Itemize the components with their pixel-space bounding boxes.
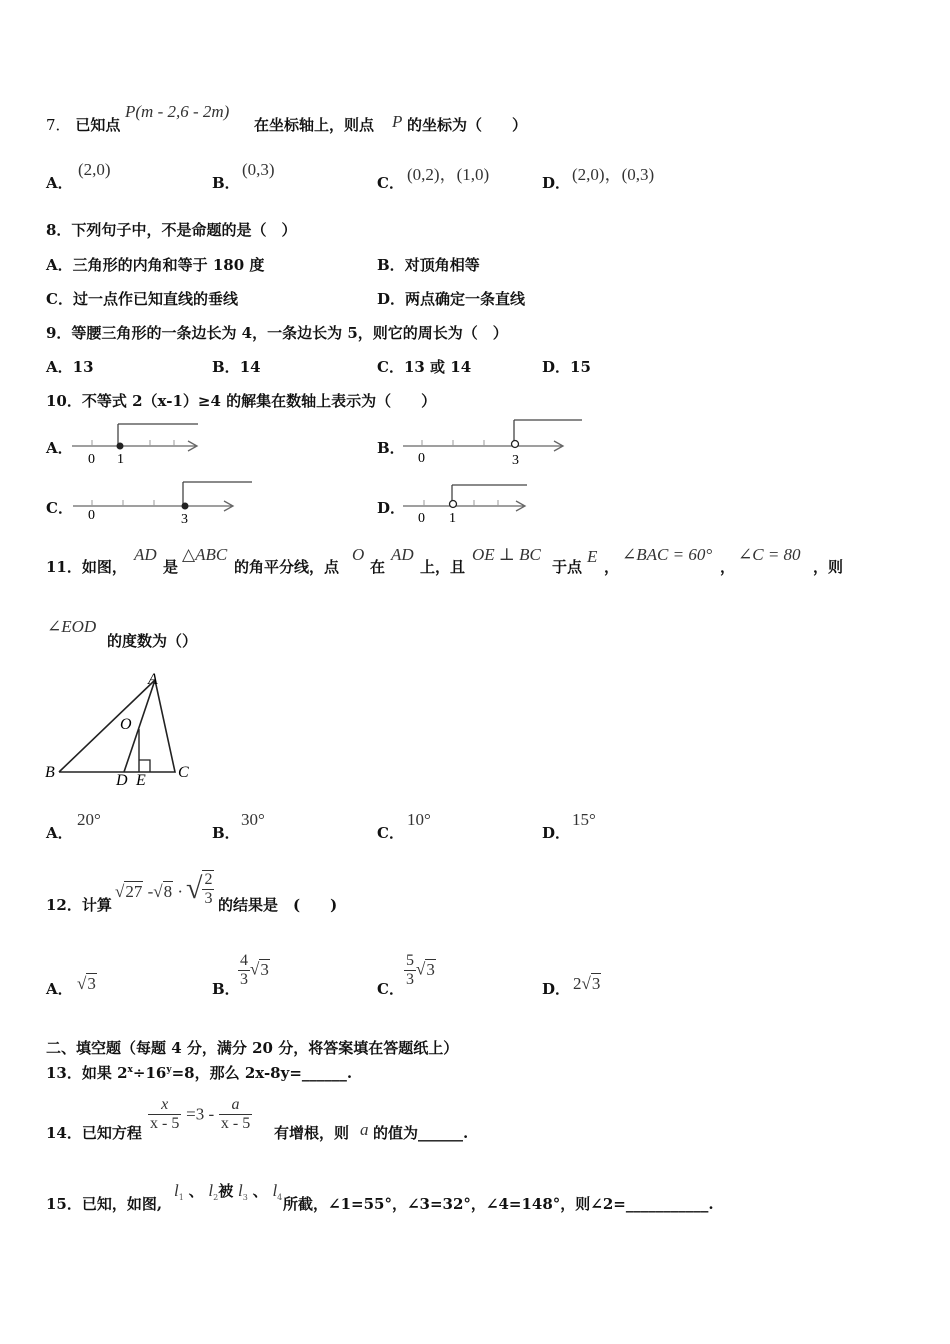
q8-option-b-label: B． <box>377 256 405 274</box>
q12-minus: - <box>147 882 154 901</box>
q12-option-c-label: C． <box>377 980 404 998</box>
q7-option-b-label: B． <box>212 174 240 192</box>
q7-option-b: (0,3) <box>242 160 275 179</box>
q12-option-b-numerator: 4 <box>240 952 248 969</box>
q15-sub-2: 2 <box>213 1193 219 1202</box>
q11-t3: 于点 <box>552 558 583 576</box>
tick-label-3: 3 <box>181 512 188 527</box>
q11-shi: 是 <box>163 558 179 576</box>
q15-l3: l <box>238 1181 243 1200</box>
q11-e: E <box>587 547 598 566</box>
q8-option-c-label: C． <box>46 290 73 308</box>
tick-label-1: 1 <box>449 511 456 526</box>
q15-sub-4: 4 <box>277 1193 283 1202</box>
number-line-d <box>400 480 535 528</box>
q8-option-d-label: D． <box>377 290 406 308</box>
q12-suffix: 的结果是 ( ) <box>218 896 338 914</box>
q15-lines <box>174 1180 282 1202</box>
vertex-b: B <box>45 764 55 781</box>
q11-sep2: ， <box>720 558 736 576</box>
q11-ad2: AD <box>391 545 414 564</box>
q9-option-d <box>542 356 591 377</box>
q12-option-a-label: A． <box>46 980 73 998</box>
q8-option-c <box>46 288 238 309</box>
q7-option-d-label: D． <box>542 174 571 192</box>
q7-option-c: (0,2)，(1,0) <box>407 165 490 184</box>
q9-option-d-text: 15 <box>570 358 591 376</box>
q12-option-b-radicand: 3 <box>260 959 269 979</box>
q10-option-c-label: C． <box>46 499 73 517</box>
q9-option-d-label: D． <box>542 358 571 376</box>
q12-expression: √27 -√8 · <box>115 882 184 901</box>
q12-option-a: √3 <box>77 974 96 993</box>
q12-fraction-numerator: 2 <box>204 871 213 888</box>
q8-option-a-label: A． <box>46 256 73 274</box>
q12-sqrt-fraction: √ $\frac{2}{3}$ <box>186 871 213 907</box>
q14-fraction-2-denominator: x - 5 <box>220 1115 251 1132</box>
q13-part-b: ÷16 <box>132 1064 167 1082</box>
q11-option-a-label: A． <box>46 824 73 842</box>
q11-option-a: 20° <box>77 810 101 829</box>
q9-option-a-label: A． <box>46 358 73 376</box>
q11-option-c: 10° <box>407 810 431 829</box>
q11-perp: OE ⊥ BC <box>472 545 541 564</box>
q14-a: a <box>360 1120 369 1139</box>
q7-option-d: (2,0)，(0,3) <box>572 165 655 184</box>
q12-radicand-2: 8 <box>163 882 173 901</box>
q15-l1: l <box>174 1181 179 1200</box>
section-2-heading: 二、填空题（每题 4 分，满分 20 分，将答案填在答题纸上） <box>46 1039 459 1057</box>
q13-part-c: =8，那么 2x-8y=______. <box>171 1064 353 1082</box>
q9-option-a-text: 13 <box>72 358 94 376</box>
q15-l4: l <box>272 1181 278 1200</box>
q8-question: 8．下列句子中，不是命题的是（ ） <box>46 221 297 239</box>
point-o: O <box>120 716 132 733</box>
q15-l2: l <box>208 1181 214 1200</box>
q14-fraction-1-denominator: x - 5 <box>150 1115 180 1132</box>
q12-fraction-denominator: 3 <box>204 890 213 907</box>
q11-option-b: 30° <box>241 810 265 829</box>
q11-zai: 在 <box>370 558 386 576</box>
q14-mid: 有增根，则 <box>274 1124 350 1142</box>
q15-sep1: 、 <box>188 1182 204 1200</box>
q10-option-a-label: A． <box>46 439 73 457</box>
q7-point-math: P(m - 2,6 - 2m) <box>125 102 230 121</box>
q12-dot: · <box>177 882 184 901</box>
q12-option-a-radicand: 3 <box>87 974 96 993</box>
q11-angle-bac: ∠BAC = 60° <box>622 545 713 564</box>
q7-prefix: 已知点 <box>75 116 121 134</box>
tick-label-0: 0 <box>88 452 95 467</box>
q14-equals: =3 - <box>186 1104 215 1124</box>
q11-angle-eod: ∠EOD <box>47 617 97 636</box>
q12-num: 12．计算 <box>46 896 112 914</box>
q11-t4: 的度数为（） <box>107 632 198 650</box>
q7-suffix: 的坐标为（ ） <box>407 116 528 134</box>
q13-question <box>46 1062 352 1083</box>
q8-option-a-text: 三角形的内角和等于 180 度 <box>72 256 265 274</box>
q12-option-b-denominator: 3 <box>240 971 248 988</box>
q11-t2: 上，且 <box>420 558 466 576</box>
q10-option-d-label: D． <box>377 499 406 517</box>
q11-ad: AD <box>134 545 157 564</box>
q11-num: 11．如图， <box>46 558 127 576</box>
point-e: E <box>136 772 146 789</box>
q13-sup-y: y <box>166 1065 172 1075</box>
tick-label-3: 3 <box>512 453 519 468</box>
q12-option-c-numerator: 5 <box>406 952 414 969</box>
q13-sup-x: x <box>127 1065 133 1075</box>
number-line-b <box>400 416 586 468</box>
q9-option-c-label: C． <box>377 358 404 376</box>
q15-sub-1: 1 <box>178 1193 184 1202</box>
q8-option-c-text: 过一点作已知直线的垂线 <box>72 290 238 308</box>
number-line-a <box>70 420 205 468</box>
q11-triangle: △ABC <box>182 545 228 564</box>
tick-label-1: 1 <box>117 452 124 467</box>
q7-p: P <box>392 112 403 131</box>
q11-option-b-label: B． <box>212 824 240 842</box>
q7-stem <box>46 114 120 135</box>
q8-option-a <box>46 254 264 275</box>
q10-option-b-label: B． <box>377 439 405 457</box>
q15-bei: 被 <box>218 1182 234 1200</box>
q9-option-b-text: 14 <box>239 358 261 376</box>
q8-option-d <box>377 288 525 309</box>
q9-option-a <box>46 356 94 377</box>
q14-suffix: 的值为______. <box>373 1124 469 1142</box>
q13-part-a: 13．如果 2 <box>46 1064 128 1082</box>
q9-option-c <box>377 356 471 377</box>
q7-option-c-label: C． <box>377 174 404 192</box>
q11-ze: ，则 <box>813 558 844 576</box>
q7-option-a-label: A． <box>46 174 73 192</box>
q15-rest: 所截，∠1=55°，∠3=32°，∠4=148°，则∠2=___________. <box>283 1195 714 1213</box>
q11-t1: 的角平分线，点 <box>234 558 340 576</box>
q11-option-d: 15° <box>572 810 596 829</box>
q12-option-d-label: D． <box>542 980 571 998</box>
vertex-a: A <box>148 671 158 688</box>
vertex-c: C <box>178 764 189 781</box>
tick-label-0: 0 <box>88 508 95 523</box>
q14-equation <box>148 1096 252 1133</box>
q10-question: 10．不等式 2（x-1）≥4 的解集在数轴上表示为（ ） <box>46 392 437 410</box>
number-line-c <box>70 478 255 528</box>
q8-option-d-text: 两点确定一条直线 <box>405 290 526 308</box>
q9-option-c-text: 13 或 14 <box>403 358 472 376</box>
q12-option-b: $\frac{4}{3}$ √3 <box>240 952 269 988</box>
q9-option-b <box>212 356 261 377</box>
q15-sep2: 、 <box>252 1182 268 1200</box>
q14-num: 14．已知方程 <box>46 1124 142 1142</box>
q12-option-d: 2√3 <box>573 974 601 993</box>
q7-option-a: (2,0) <box>78 160 111 179</box>
q12-option-c-radicand: 3 <box>426 959 435 979</box>
q11-angle-c: ∠C = 80 <box>738 545 801 564</box>
q11-option-c-label: C． <box>377 824 404 842</box>
q8-option-b <box>377 254 480 275</box>
q15-num: 15．已知，如图, <box>46 1195 163 1213</box>
tick-label-0: 0 <box>418 451 425 466</box>
triangle-figure <box>42 668 202 792</box>
q14-fraction-2-numerator: a <box>219 1096 252 1115</box>
q12-option-c-denominator: 3 <box>406 971 414 988</box>
q12-option-b-label: B． <box>212 980 240 998</box>
q12-radicand-1: 27 <box>125 882 143 901</box>
q11-o: O <box>352 545 365 564</box>
tick-label-0: 0 <box>418 511 425 526</box>
q9-question: 9．等腰三角形的一条边长为 4，一条边长为 5，则它的周长为（ ） <box>46 324 508 342</box>
q9-option-b-label: B． <box>212 358 240 376</box>
q11-sep1: ， <box>604 558 620 576</box>
q7-number: 7． <box>46 116 71 134</box>
q12-option-d-coef: 2 <box>573 974 582 993</box>
point-d: D <box>116 772 128 789</box>
q14-fraction-1-numerator: x <box>148 1096 181 1115</box>
q8-option-b-text: 对顶角相等 <box>404 256 480 274</box>
q15-sub-3: 3 <box>242 1193 248 1202</box>
q12-option-c: $\frac{5}{3}$ √3 <box>406 952 435 988</box>
q11-option-d-label: D． <box>542 824 571 842</box>
q7-mid: 在坐标轴上，则点 <box>254 116 375 134</box>
q12-option-d-radicand: 3 <box>591 974 601 993</box>
